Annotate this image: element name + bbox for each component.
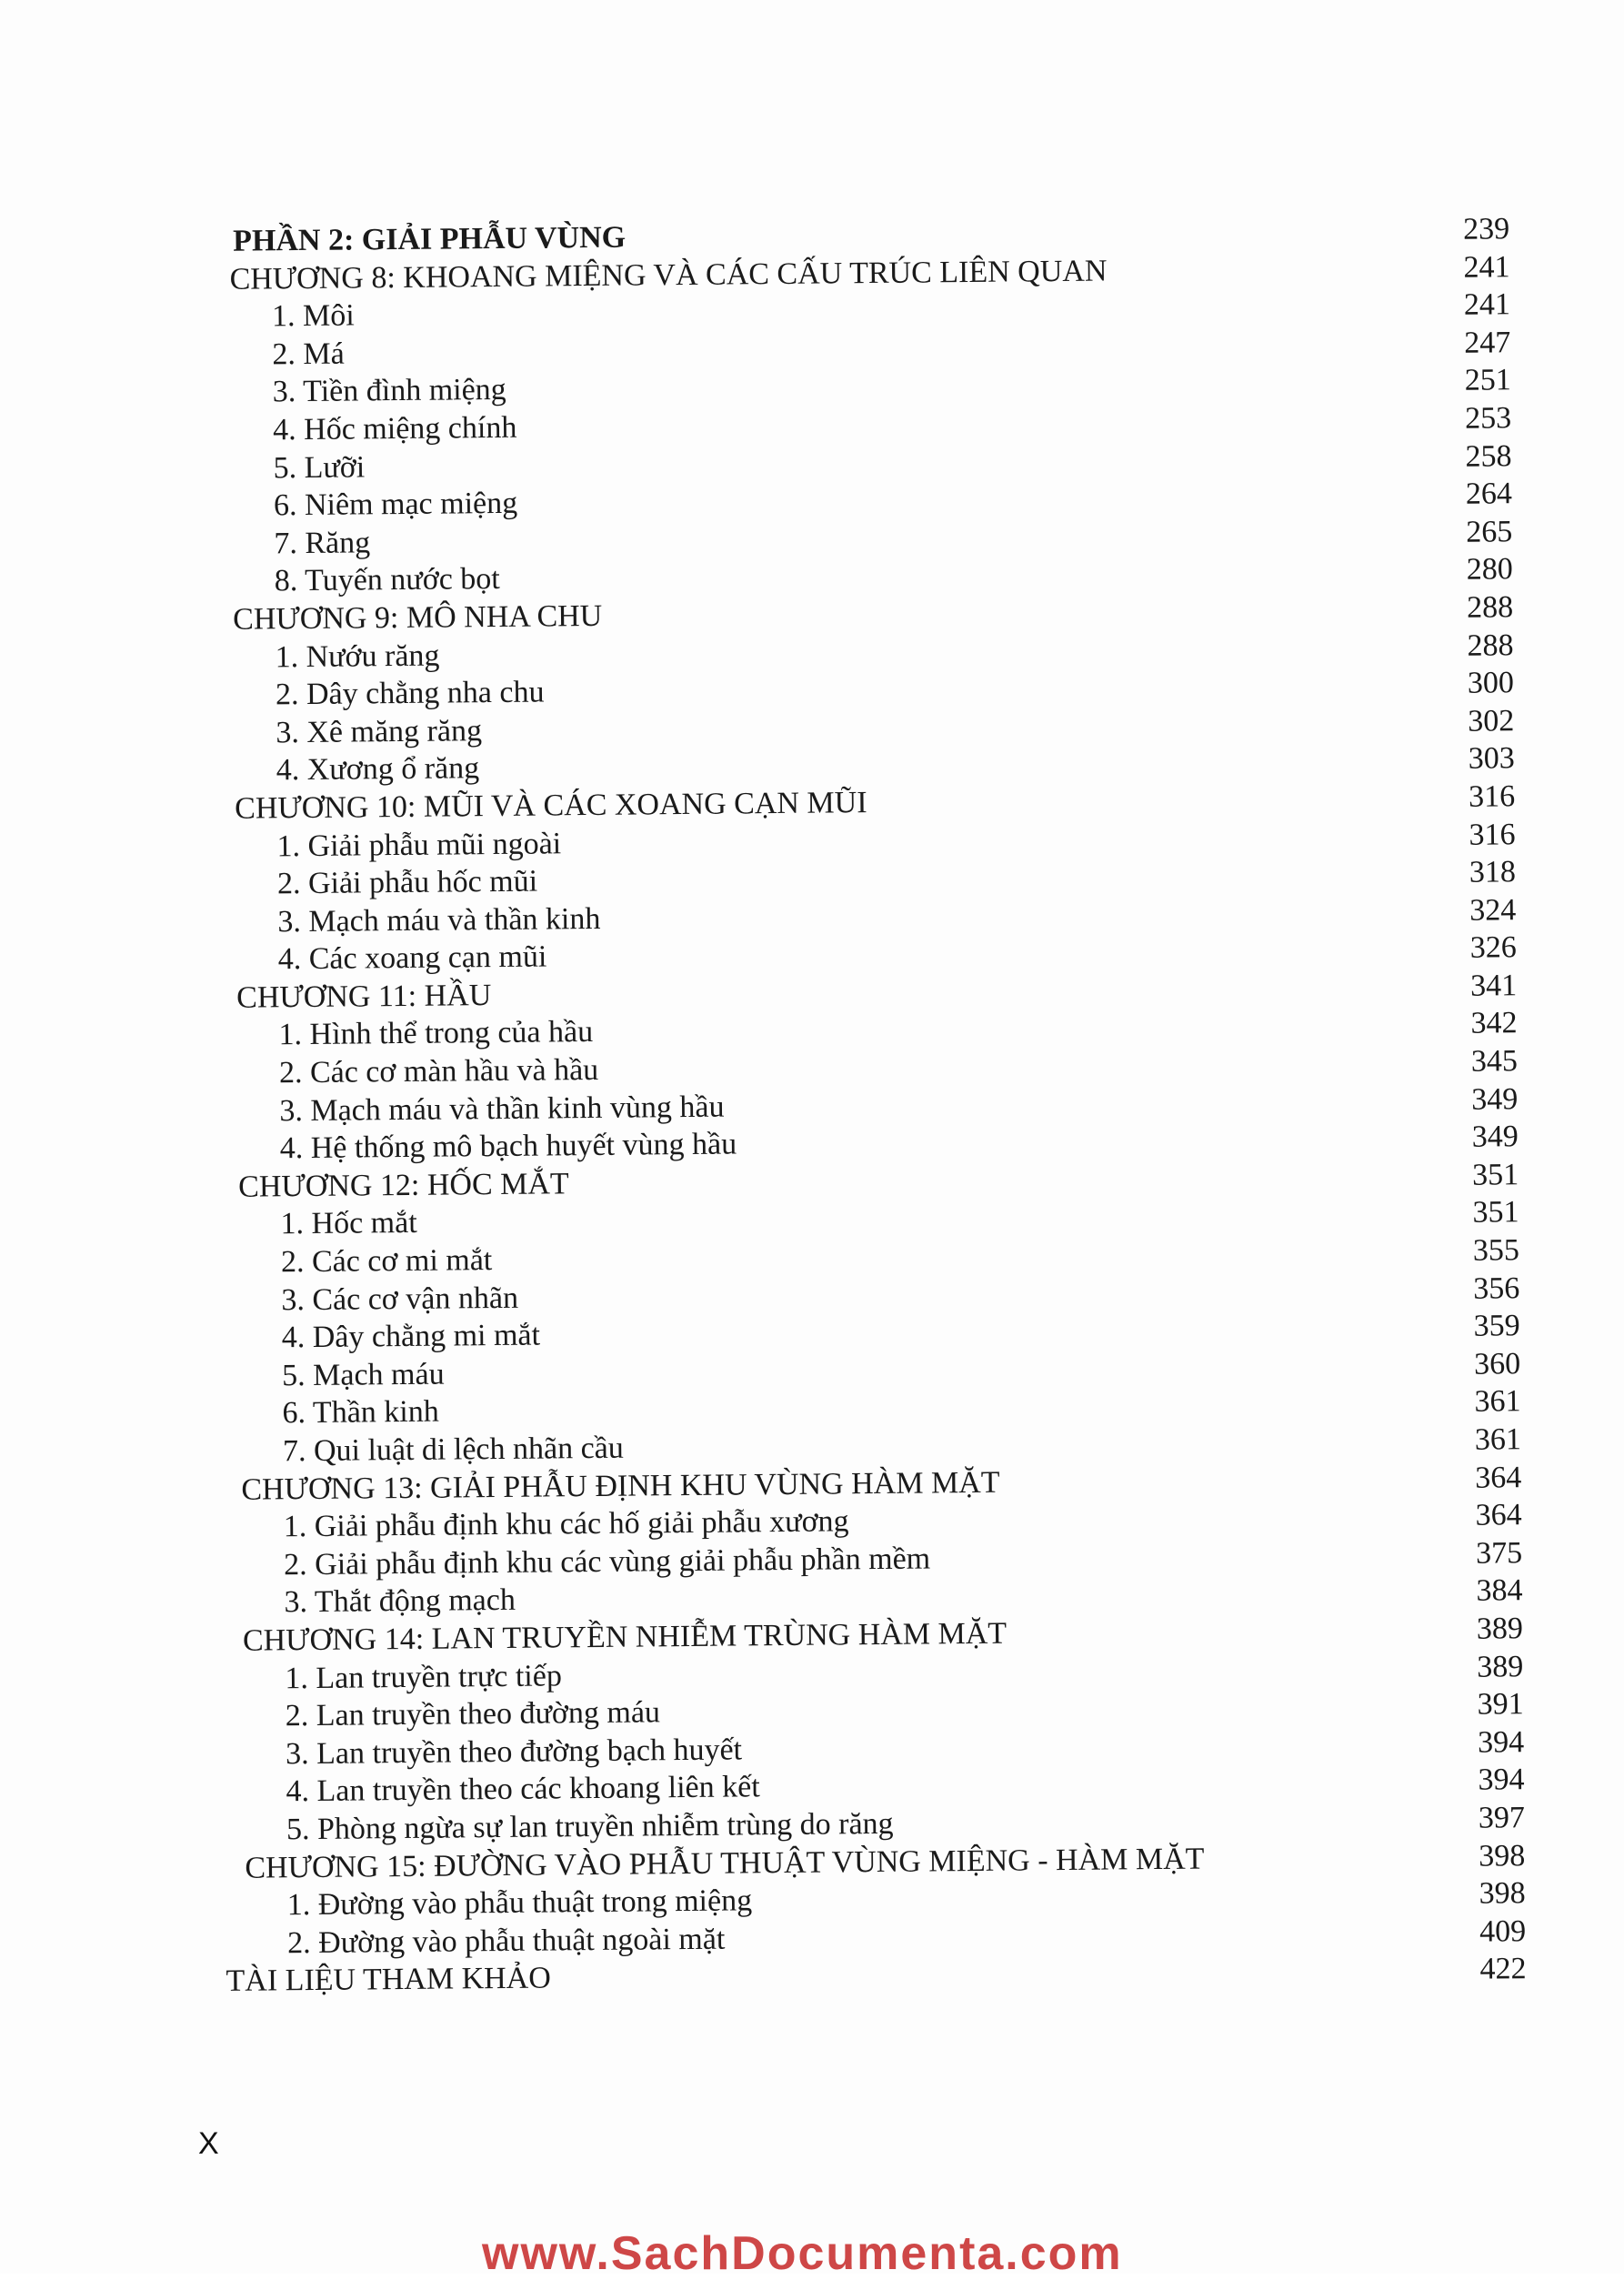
toc-entry-page: 316 (1468, 779, 1516, 814)
toc-entry-title: CHƯƠNG 9: MÔ NHA CHU (233, 598, 603, 637)
toc-entry-page: 247 (1464, 326, 1511, 360)
toc-entry-page: 398 (1479, 1876, 1526, 1911)
toc-entry-title: 4. Dây chằng mi mắt (281, 1318, 541, 1355)
toc-entry-title: 1. Nướu răng (275, 638, 440, 674)
toc-entry-page: 241 (1463, 287, 1511, 322)
toc-entry-title: 3. Lan truyền theo đường bạch huyết (285, 1733, 743, 1772)
toc-entry-title: TÀI LIỆU THAM KHẢO (226, 1961, 551, 1999)
toc-entry-title: 2. Giải phẫu hốc mũi (276, 864, 538, 901)
toc-entry-title: CHƯƠNG 12: HỐC MẮT (237, 1167, 569, 1204)
table-of-contents (209, 210, 1527, 2001)
toc-entry-title: 2. Dây chằng nha chu (275, 675, 545, 712)
toc-entry-title: PHẦN 2: GIẢI PHẪU VÙNG (233, 220, 627, 258)
page-number-footer: X (198, 2126, 219, 2161)
toc-entry-title: 1. Giải phẫu mũi ngoài (276, 826, 562, 863)
toc-entry-title: 4. Lan truyền theo các khoang liên kết (286, 1770, 760, 1809)
watermark: www.SachDocumenta.com (482, 2227, 1123, 2280)
toc-entry-page: 384 (1476, 1573, 1523, 1609)
toc-entry-page: 394 (1478, 1763, 1525, 1798)
toc-entry-title: 7. Răng (274, 526, 371, 561)
toc-entry-page: 364 (1475, 1460, 1522, 1495)
toc-entry-page: 422 (1479, 1952, 1527, 1986)
toc-entry-title: 1. Đường vào phẫu thuật trong miệng (286, 1883, 753, 1923)
toc-entry-title: 4. Các xoang cạn mũi (277, 939, 547, 977)
toc-entry-title: 1. Hốc mắt (280, 1206, 417, 1241)
toc-entry-title: 6. Thần kinh (282, 1395, 439, 1431)
toc-entry-title: 5. Mạch máu (281, 1357, 445, 1393)
toc-entry-page: 409 (1479, 1913, 1527, 1949)
toc-entry-page: 394 (1477, 1724, 1525, 1760)
toc-entry-title: 1. Lan truyền trực tiếp (285, 1658, 563, 1695)
toc-entry-title: 1. Giải phẫu định khu các hố giải phẫu xương (283, 1504, 849, 1544)
toc-entry-title: 3. Thắt động mạch (284, 1583, 516, 1620)
toc-entry-page: 241 (1463, 249, 1510, 285)
toc-entry-page: 239 (1462, 212, 1510, 246)
toc-entry-title: 2. Má (272, 336, 345, 372)
toc-entry-title: CHƯƠNG 11: HẦU (236, 978, 492, 1015)
toc-entry-title: 4. Hốc miệng chính (273, 410, 517, 447)
toc-entry-page: 359 (1473, 1309, 1520, 1343)
toc-entry-page: 288 (1466, 590, 1514, 625)
toc-entry-title: 7. Qui luật di lệch nhãn cầu (282, 1431, 624, 1469)
toc-entry-page: 303 (1468, 741, 1515, 777)
toc-entry-page: 391 (1477, 1687, 1524, 1722)
toc-entry-title: 8. Tuyến nước bọt (274, 562, 500, 598)
toc-entry-title: 2. Lan truyền theo đường máu (285, 1695, 661, 1733)
toc-entry-page: 253 (1464, 401, 1512, 436)
toc-entry-title: 3. Xê măng răng (276, 713, 483, 750)
toc-entry-page: 389 (1476, 1612, 1524, 1646)
toc-entry-page: 355 (1472, 1233, 1520, 1268)
toc-entry-page: 349 (1471, 1081, 1519, 1117)
toc-entry-page: 361 (1474, 1384, 1521, 1420)
toc-entry-title: 3. Mạch máu và thần kinh (277, 901, 601, 939)
toc-entry-page: 324 (1469, 892, 1517, 928)
toc-entry-page: 300 (1467, 666, 1515, 700)
toc-entry-title: CHƯƠNG 14: LAN TRUYỀN NHIỄM TRÙNG HÀM MẶT (242, 1616, 1007, 1658)
toc-entry-title: 4. Hệ thống mô bạch huyết vùng hầu (279, 1127, 737, 1166)
toc-entry-title: 3. Tiền đình miệng (272, 373, 506, 409)
toc-entry-page: 389 (1477, 1649, 1524, 1684)
toc-entry-title: 3. Mạch máu và thần kinh vùng hầu (279, 1090, 725, 1128)
toc-entry-page: 361 (1474, 1422, 1522, 1457)
toc-entry-title: 1. Hình thể trong của hầu (278, 1015, 594, 1052)
toc-entry-title: 1. Môi (271, 298, 355, 334)
toc-entry-title: 2. Các cơ mi mắt (280, 1243, 493, 1280)
toc-entry-page: 326 (1469, 930, 1517, 966)
toc-entry-title: 5. Phòng ngừa sự lan truyền nhiễm trùng do răng (286, 1806, 894, 1847)
toc-entry-page: 341 (1469, 969, 1518, 1003)
toc-entry-page: 258 (1465, 438, 1512, 474)
toc-entry-page: 316 (1469, 817, 1516, 852)
toc-entry-title: CHƯƠNG 10: MŨI VÀ CÁC XOANG CẠN MŨI (235, 785, 867, 826)
toc-entry-page: 351 (1471, 1158, 1519, 1192)
toc-entry-title: 2. Đường vào phẫu thuật ngoài mặt (286, 1922, 726, 1960)
toc-entry-title: CHƯƠNG 8: KHOANG MIỆNG VÀ CÁC CẤU TRÚC LIÊN QUAN (229, 254, 1108, 296)
toc-entry-page: 360 (1473, 1347, 1521, 1381)
toc-entry-page: 364 (1475, 1498, 1522, 1532)
toc-entry-title: 6. Niêm mạc miệng (273, 486, 518, 523)
toc-entry-page: 375 (1475, 1535, 1523, 1571)
toc-entry-title: 3. Các cơ vận nhãn (281, 1281, 519, 1317)
toc-entry-page: 265 (1466, 515, 1513, 549)
toc-entry-title: CHƯƠNG 13: GIẢI PHẪU ĐỊNH KHU VÙNG HÀM MẶT (241, 1465, 1000, 1507)
toc-entry-page: 288 (1467, 628, 1514, 663)
toc-entry-page: 251 (1464, 363, 1511, 398)
toc-entry-page: 264 (1465, 477, 1513, 511)
toc-entry-page: 349 (1471, 1120, 1519, 1154)
toc-entry-page: 280 (1466, 552, 1513, 588)
toc-entry-title: CHƯƠNG 15: ĐƯỜNG VÀO PHẪU THUẬT VÙNG MIỆNG - HÀM MẶT (245, 1842, 1205, 1885)
toc-entry-title: 2. Các cơ màn hầu và hầu (278, 1052, 599, 1090)
toc-entry-page: 345 (1470, 1044, 1519, 1079)
toc-entry-page: 342 (1470, 1006, 1518, 1041)
toc-entry-title: 2. Giải phẫu định khu các vùng giải phẫu phần mềm (283, 1542, 931, 1582)
toc-entry-page: 351 (1472, 1195, 1519, 1230)
toc-entry-page: 398 (1479, 1838, 1526, 1873)
toc-entry-page: 318 (1469, 855, 1517, 889)
toc-entry-title: 5. Lưỡi (273, 449, 366, 485)
toc-entry-page: 302 (1468, 703, 1515, 738)
toc-entry-page: 356 (1473, 1271, 1520, 1306)
toc-entry-title: 4. Xương ổ răng (276, 751, 480, 788)
toc-entry-page: 397 (1478, 1801, 1526, 1835)
